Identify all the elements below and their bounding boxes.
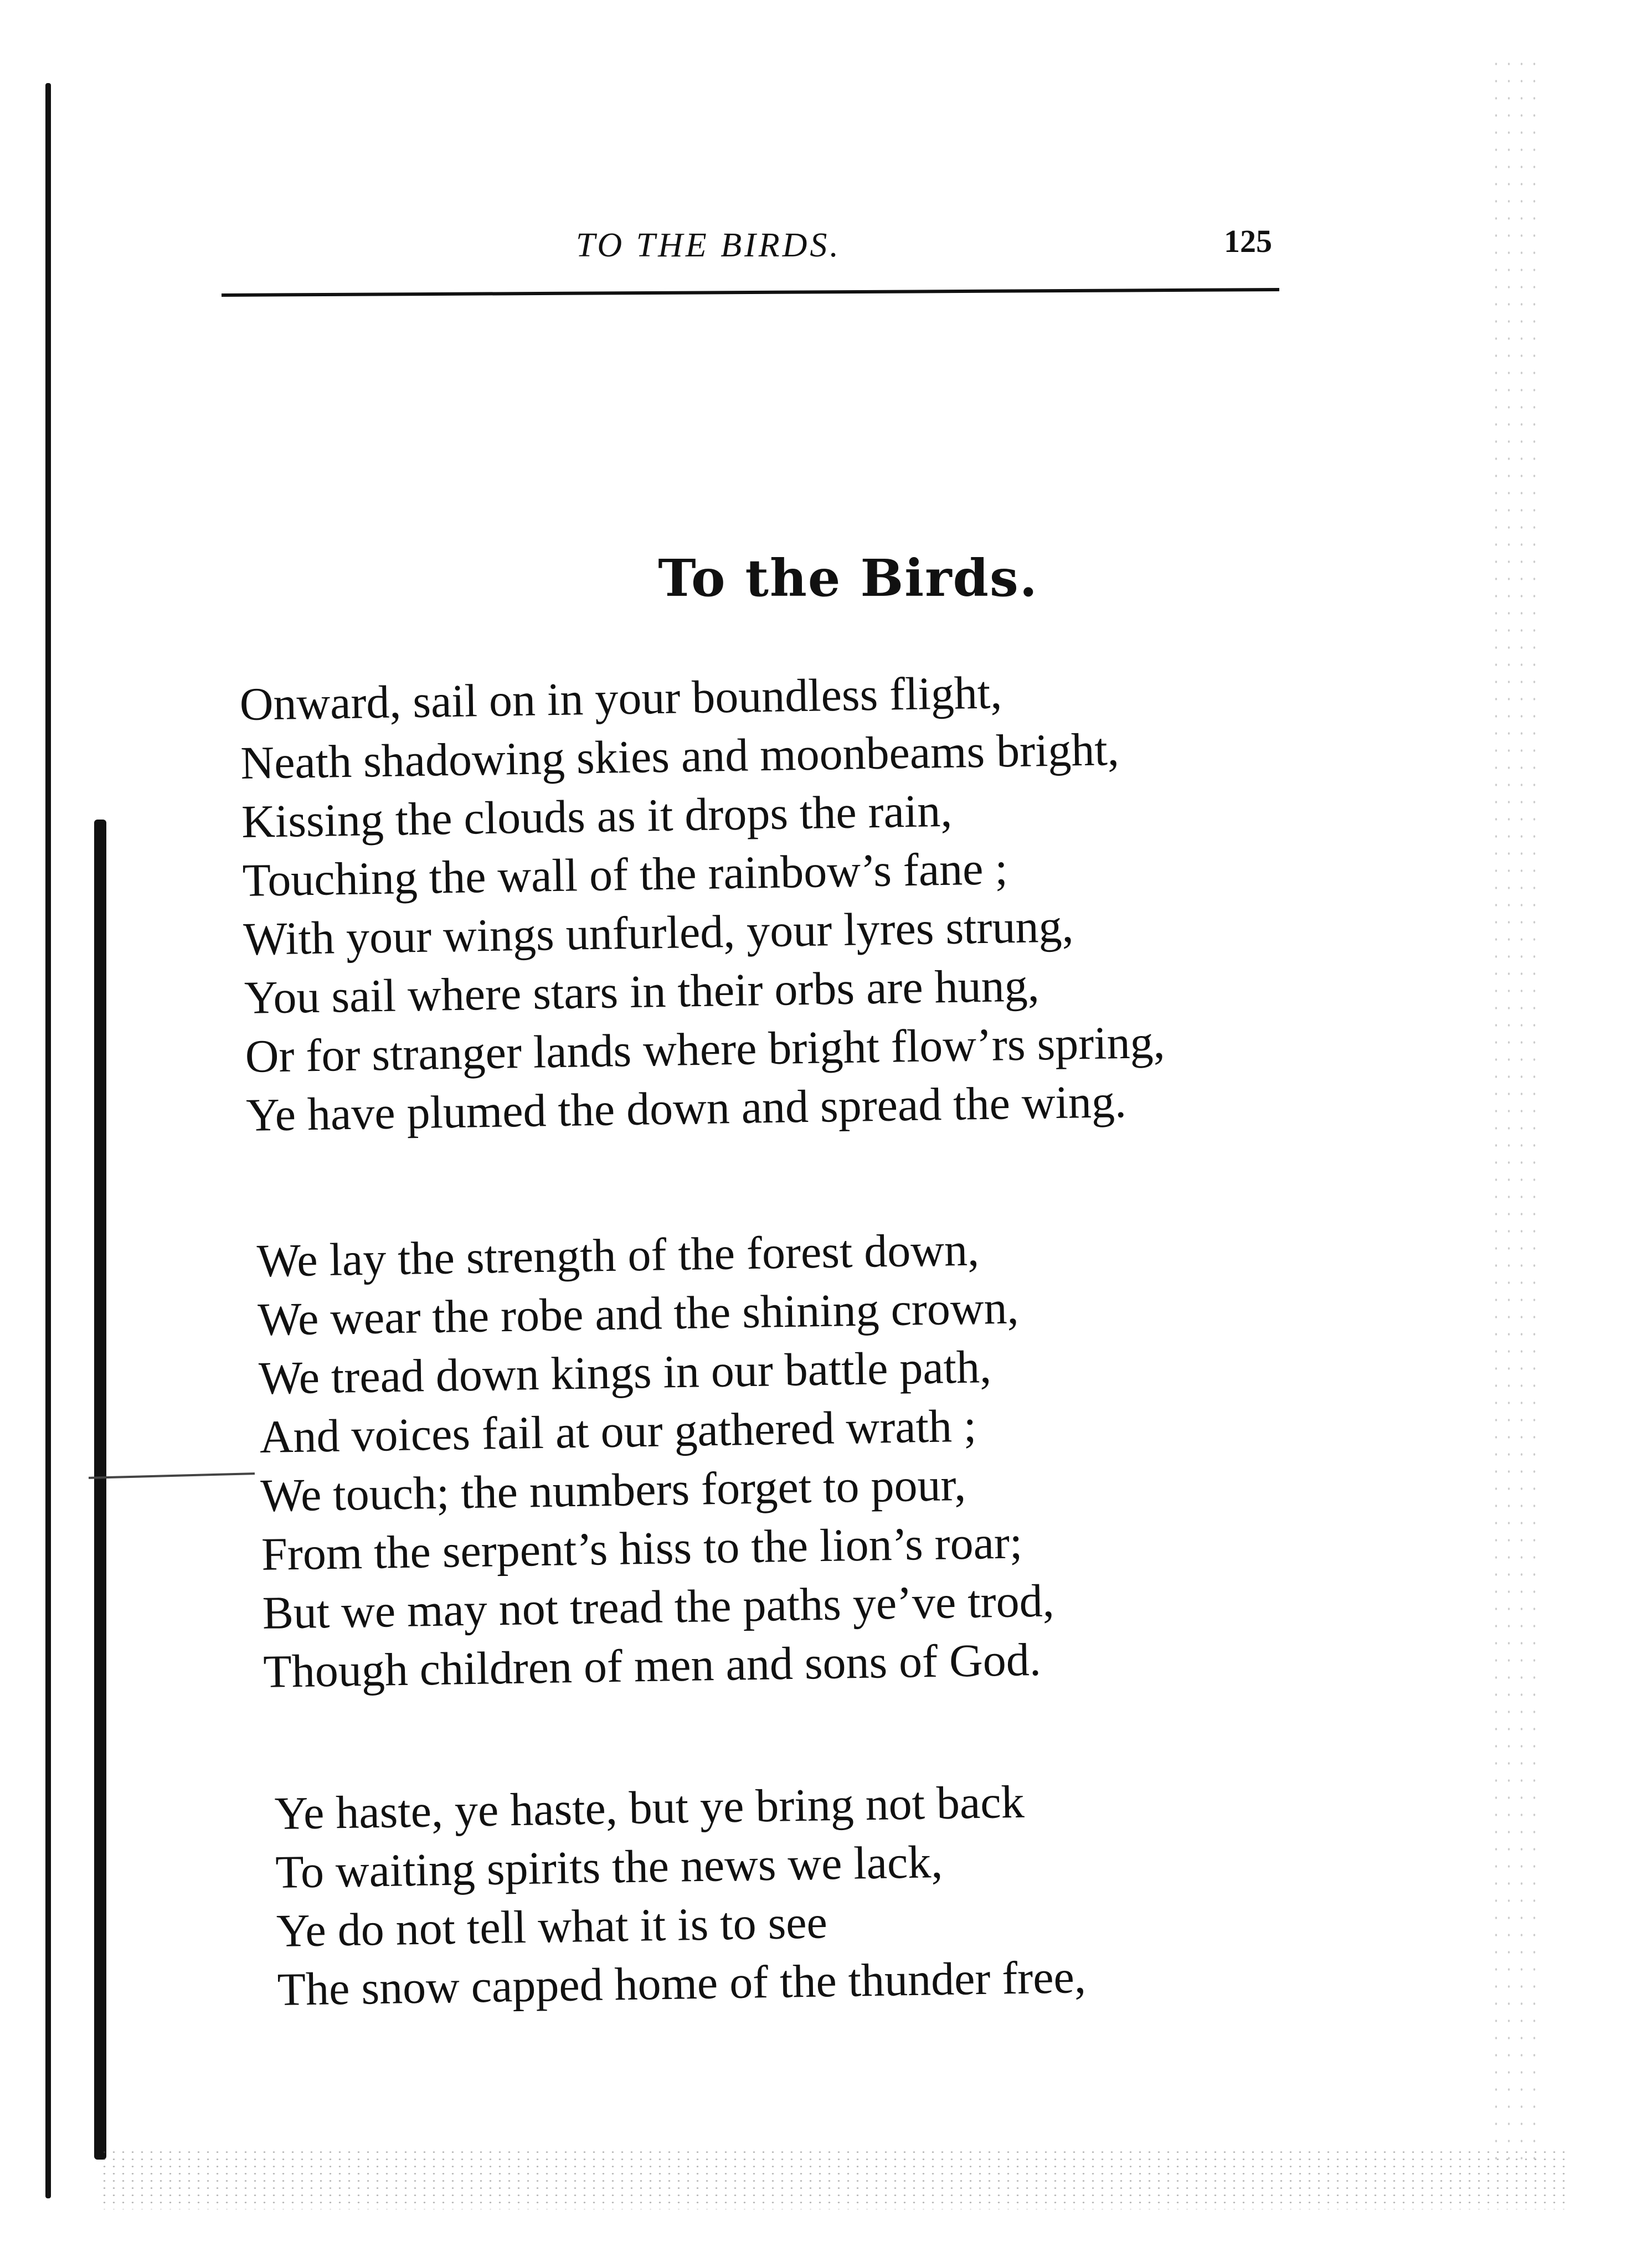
binding-edge-line — [45, 83, 51, 2198]
poem-line: We touch; the numbers forget to pour, — [260, 1459, 966, 1522]
poem-line: Onward, sail on in your boundless flight, — [239, 667, 1002, 730]
running-title: TO THE BIRDS. — [576, 226, 841, 264]
poem-line: Ye do not tell what it is to see — [276, 1897, 828, 1957]
header-rule — [222, 288, 1279, 297]
poem-line: We lay the strength of the forest down, — [256, 1224, 980, 1287]
page-number: 125 — [1224, 223, 1272, 259]
stanza-2 — [256, 1220, 1056, 1702]
poem-line: But we may not tread the paths ye’ve trod, — [262, 1575, 1055, 1639]
poem-line: We tread down kings in our battle path, — [258, 1341, 992, 1404]
poem-line: Ye have plumed the down and spread the wing. — [245, 1075, 1127, 1141]
stanza-3 — [274, 1772, 1087, 2020]
poem-line: Ye haste, ye haste, but ye bring not back — [274, 1776, 1025, 1840]
poem-line: We wear the robe and the shining crown, — [257, 1282, 1020, 1346]
pen-mark — [89, 1472, 255, 1479]
scan-noise-bottom — [100, 2149, 1567, 2209]
poem-line: And voices fail at our gathered wrath ; — [259, 1400, 977, 1463]
binding-edge-shadow — [94, 820, 106, 2160]
poem-line: Kissing the clouds as it drops the rain, — [241, 785, 953, 848]
poem-line: Or for stranger lands where bright flow’rs spring, — [245, 1016, 1166, 1083]
poem-line: To waiting spirits the news we lack, — [275, 1836, 943, 1898]
poem-title: To the Birds. — [658, 548, 1038, 608]
poem-line: Neath shadowing skies and moonbeams bright, — [240, 724, 1120, 789]
running-header — [222, 220, 1274, 287]
poem-line: Though children of men and sons of God. — [263, 1634, 1042, 1698]
stanza-1 — [239, 661, 1166, 1145]
poem-line: With your wings unfurled, your lyres strung, — [243, 900, 1074, 965]
poem-line: From the serpent’s hiss to the lion’s roar; — [261, 1517, 1023, 1580]
poem-line: The snow capped home of the thunder free, — [277, 1951, 1087, 2016]
poem-line: Touching the wall of the rainbow’s fane ; — [242, 843, 1008, 906]
scan-noise-right — [1490, 55, 1540, 2160]
poem-line: You sail where stars in their orbs are hung, — [244, 960, 1040, 1024]
